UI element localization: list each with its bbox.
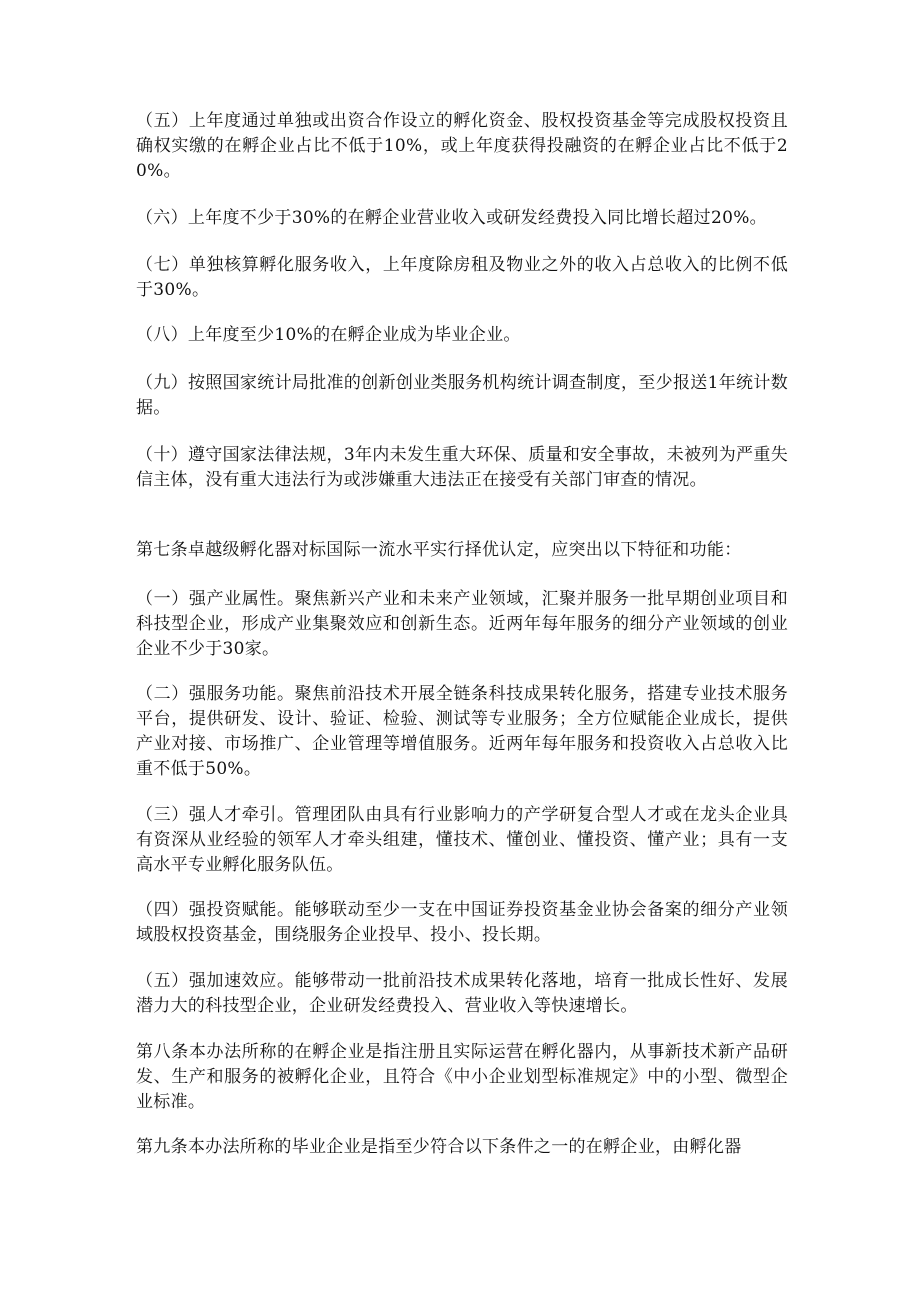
paragraph-four-investment: （四）强投资赋能。能够联动至少一支在中国证券投资基金业协会备案的细分产业领域股权投资基金，围绕服务企业投早、投小、投长期。 [136,900,788,945]
paragraph-nine-statistics: （九）按照国家统计局批准的创新创业类服务机构统计调查制度，至少报送1年统计数据。 [136,373,788,418]
paragraph-one-industry: （一）强产业属性。聚焦新兴产业和未来产业领域，汇聚并服务一批早期创业项目和科技型企业，形成产业集聚效应和创新生态。近两年每年服务的细分产业领域的创业企业不少于30家。 [136,589,788,659]
paragraph-seven-service-income: （七）单独核算孵化服务收入，上年度除房租及物业之外的收入占总收入的比例不低于30%。 [136,255,788,300]
paragraph-three-talent: （三）强人才牵引。管理团队由具有行业影响力的产学研复合型人才或在龙头企业具有资深从业经验的领军人才牵头组建，懂技术、懂创业、懂投资、懂产业；具有一支高水平专业孵化服务队伍。 [136,805,788,875]
paragraph-eight-graduation: （八）上年度至少10%的在孵企业成为毕业企业。 [136,325,521,345]
paragraph-five-acceleration: （五）强加速效应。能够带动一批前沿技术成果转化落地，培育一批成长性好、发展潜力大的科技型企业，企业研发经费投入、营业收入等快速增长。 [136,971,788,1016]
article-nine: 第九条本办法所称的毕业企业是指至少符合以下条件之一的在孵企业，由孵化器 [136,1137,742,1157]
article-eight: 第八条本办法所称的在孵企业是指注册且实际运营在孵化器内，从事新技术新产品研发、生产和服务的被孵化企业，且符合《中小企业划型标准规定》中的小型、微型企业标准。 [136,1042,788,1112]
article-seven-heading: 第七条卓越级孵化器对标国际一流水平实行择优认定，应突出以下特征和功能： [136,540,742,560]
paragraph-ten-compliance: （十）遵守国家法律法规，3年内未发生重大环保、质量和安全事故，未被列为严重失信主体，没有重大违法行为或涉嫌重大违法正在接受有关部门审查的情况。 [136,445,788,490]
paragraph-five-investment: （五）上年度通过单独或出资合作设立的孵化资金、股权投资基金等完成股权投资且确权实缴的在孵企业占比不低于10%，或上年度获得投融资的在孵企业占比不低于20%。 [136,111,788,181]
paragraph-six-growth: （六）上年度不少于30%的在孵企业营业收入或研发经费投入同比增长超过20%。 [136,208,767,228]
paragraph-two-service: （二）强服务功能。聚焦前沿技术开展全链条科技成果转化服务，搭建专业技术服务平台，提供研发、设计、验证、检验、测试等专业服务；全方位赋能企业成长，提供产业对接、市场推广、企业管理等增值服务。近两年每年服务和投资收入占总收入比重不低于50%。 [136,684,788,779]
